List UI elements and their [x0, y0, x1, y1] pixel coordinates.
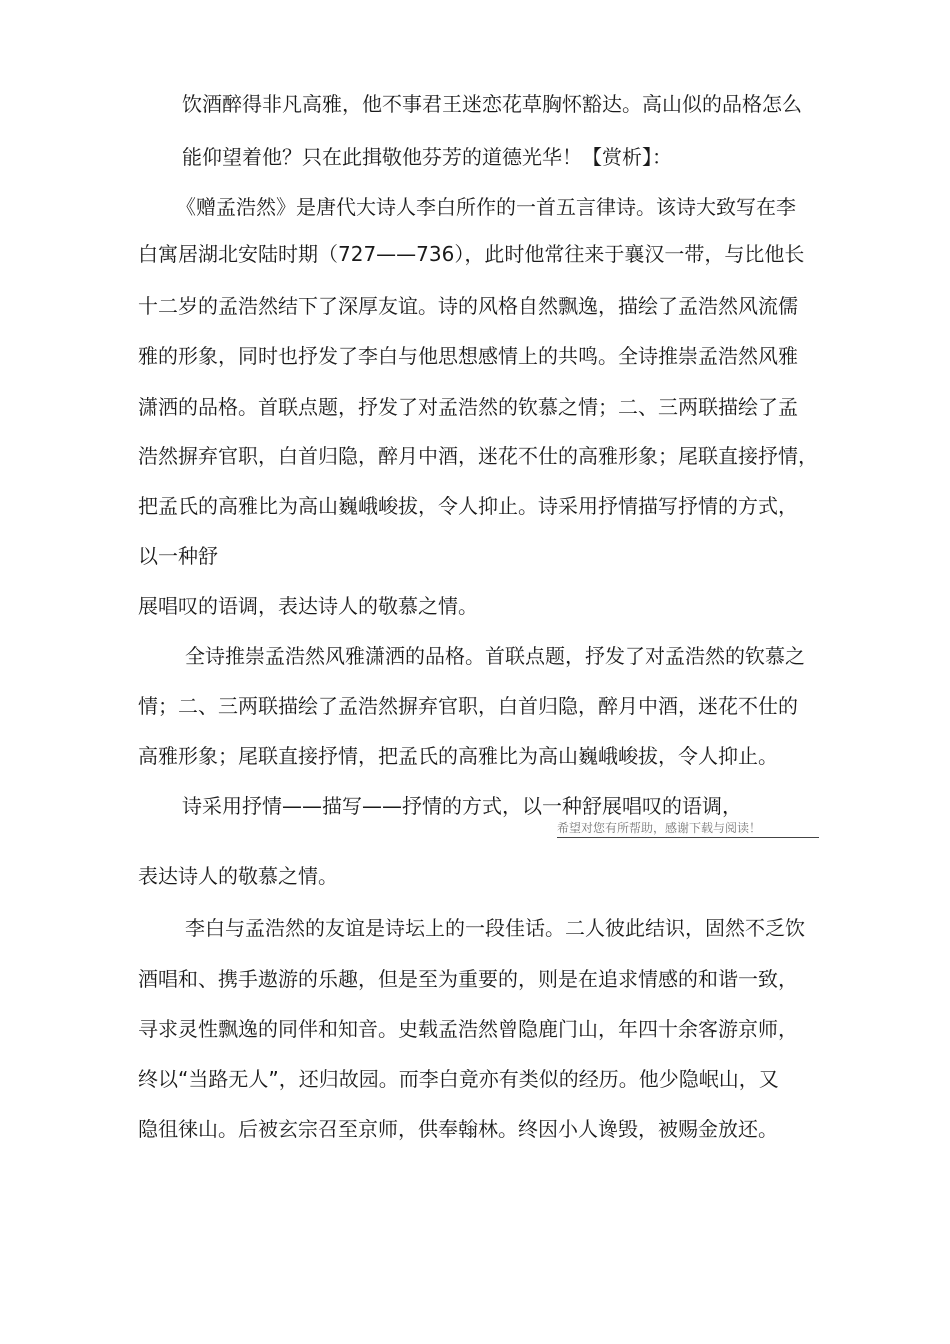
- text-line: 浩然摒弃官职，白首归隐，醉月中酒，迷花不仕的高雅形象；尾联直接抒情，: [138, 444, 818, 468]
- text-line: 终以“当路无人”，还归故园。而李白竟亦有类似的经历。他少隐岷山，又: [138, 1067, 779, 1091]
- text-line: 以一种舒: [138, 544, 218, 568]
- text-line: 寻求灵性飘逸的同伴和知音。史载孟浩然曾隐鹿门山，年四十余客游京师，: [138, 1017, 798, 1041]
- text-line: 饮酒醉得非凡高雅，他不事君王迷恋花草胸怀豁达。高山似的品格怎么: [182, 92, 802, 116]
- text-line: 表达诗人的敬慕之情。: [138, 864, 338, 888]
- text-line: 雅的形象，同时也抒发了李白与他思想感情上的共鸣。全诗推崇孟浩然风雅: [138, 344, 798, 368]
- text-line: 情；二、三两联描绘了孟浩然摒弃官职，白首归隐，醉月中酒，迷花不仕的: [138, 694, 798, 718]
- text-line: 潇洒的品格。首联点题，抒发了对孟浩然的钦慕之情；二、三两联描绘了孟: [138, 395, 798, 419]
- text-line: 能仰望着他？只在此揖敬他芬芳的道德光华！【赏析】：: [182, 145, 672, 169]
- text-line: 李白与孟浩然的友谊是诗坛上的一段佳话。二人彼此结识，固然不乏饮: [185, 916, 805, 940]
- text-line: 十二岁的孟浩然结下了深厚友谊。诗的风格自然飘逸，描绘了孟浩然风流儒: [138, 294, 798, 318]
- text-line: 把孟氏的高雅比为高山巍峨峻拔，令人抑止。诗采用抒情描写抒情的方式，: [138, 494, 798, 518]
- text-line: 隐徂徕山。后被玄宗召至京师，供奉翰林。终因小人谗毁，被赐金放还。: [138, 1117, 778, 1141]
- download-thanks-note: 希望对您有所帮助，感谢下载与阅读！: [557, 820, 819, 838]
- text-line: 白寓居湖北安陆时期（727——736），此时他常往来于襄汉一带，与比他长: [138, 242, 805, 266]
- text-line: 展唱叹的语调，表达诗人的敬慕之情。: [138, 594, 478, 618]
- text-line: 诗采用抒情——描写——抒情的方式，以一种舒展唱叹的语调，: [182, 794, 742, 818]
- text-line: 《赠孟浩然》是唐代大诗人李白所作的一首五言律诗。该诗大致写在李: [176, 195, 796, 219]
- text-line: 全诗推崇孟浩然风雅潇洒的品格。首联点题，抒发了对孟浩然的钦慕之: [185, 644, 805, 668]
- text-line: 高雅形象；尾联直接抒情，把孟氏的高雅比为高山巍峨峻拔，令人抑止。: [138, 744, 778, 768]
- text-line: 酒唱和、携手遨游的乐趣，但是至为重要的，则是在追求情感的和谐一致，: [138, 967, 798, 991]
